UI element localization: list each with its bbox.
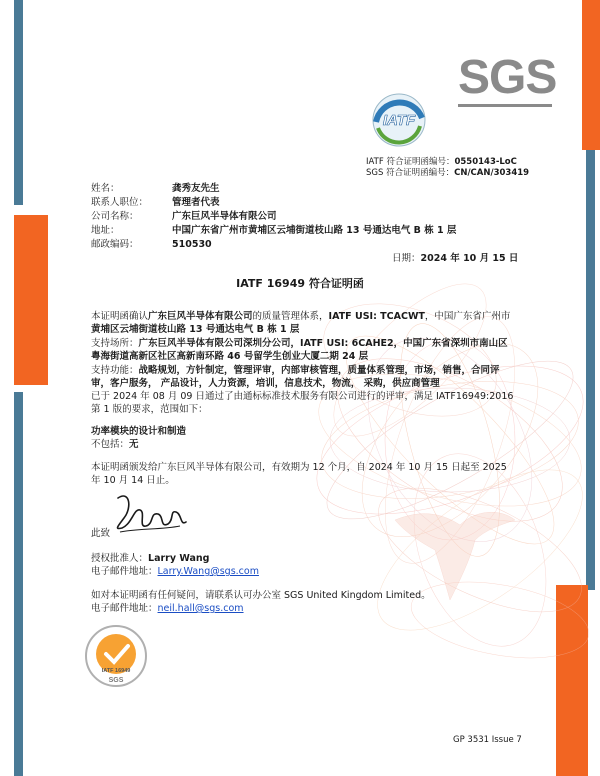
name-label: 姓名：	[91, 183, 120, 194]
paragraph-2-line-1: 支持场所：广东巨风半导体有限公司深圳分公司，IATF USI: 6CAHE2，中国广东省深圳市南山区	[91, 338, 508, 349]
paragraph-1-line-1: 本证明函确认广东巨风半导体有限公司的质量管理体系，IATF USI: TCACWT，中国广东省广州市	[91, 311, 511, 322]
exclusions: 不包括：无	[91, 439, 139, 450]
iatf-logo-text: IATF	[382, 112, 416, 129]
approver-email-link[interactable]: Larry.Wang@sgs.com	[157, 566, 259, 577]
paragraph-4-line-1: 已于 2024 年 08 月 09 日通过了由通标标准技术服务有限公司进行的评审，满足 IATF16949:2016	[91, 391, 514, 402]
paragraph-1-line-2: 黄埔区云埔街道枝山路 13 号通达电气 B 栋 1 层	[91, 324, 300, 335]
sgs-logo: SGS	[458, 51, 557, 104]
paragraph-3-line-1: 支持功能：战略规划，方针制定，管理评审，内部审核管理，质量体系管理，市场，销售，合同评	[91, 365, 500, 376]
validity-line-1: 本证明函颁发给广东巨风半导体有限公司，有效期为 12 个月，自 2024 年 10 月 15 日起至 2025	[91, 462, 507, 473]
iatf-certification-badge-icon	[84, 624, 148, 688]
title-value: 管理者代表	[172, 197, 220, 208]
badge-sgs-text: SGS	[108, 677, 124, 684]
contact-email-link[interactable]: neil.hall@sgs.com	[157, 603, 244, 614]
signature	[110, 488, 190, 538]
left-steel-bar	[14, 0, 23, 205]
title-label: 联系人职位：	[91, 197, 149, 208]
sgs-cert-number-value: CN/CAN/303419	[454, 168, 530, 178]
document-number: GP 3531 Issue 7	[453, 735, 522, 745]
company-value: 广东巨风半导体有限公司	[172, 211, 277, 222]
issue-date-label: 日期：	[392, 253, 421, 264]
badge-standard-text: IATF 16949	[101, 668, 131, 674]
paragraph-2-line-2: 粤海街道高新区社区高新南环路 46 号留学生创业大厦二期 24 层	[91, 351, 369, 362]
left-orange-bar	[14, 215, 48, 385]
postcode-value: 510530	[172, 239, 212, 250]
name-value: 龚秀友先生	[172, 183, 220, 194]
paragraph-3-line-2: 审，客户服务， 产品设计，人力资源，培训，信息技术，物流， 采购，供应商管理	[91, 378, 440, 389]
approver: 授权批准人：Larry Wang	[91, 553, 210, 564]
validity-line-2: 年 10 月 14 日止。	[91, 475, 175, 486]
closing: 此致	[91, 528, 111, 539]
approver-email: 电子邮件地址：Larry.Wang@sgs.com	[91, 566, 259, 577]
sgs-logo-underline	[458, 104, 552, 107]
iatf-cert-number-label: IATF 符合证明函编号：	[366, 157, 455, 167]
scope: 功率模块的设计和制造	[91, 426, 187, 437]
iatf-logo-icon	[368, 92, 430, 148]
issue-date	[392, 252, 518, 265]
iatf-cert-number-value: 0550143-LoC	[454, 157, 517, 167]
document-title: IATF 16949 符合证明函	[236, 277, 364, 290]
issue-date-value: 2024 年 10 月 15 日	[420, 253, 519, 264]
sgs-cert-number-label: SGS 符合证明函编号：	[366, 168, 455, 178]
address-label: 地址：	[91, 225, 120, 236]
company-label: 公司名称：	[91, 211, 139, 222]
postcode-label: 邮政编码：	[91, 239, 139, 250]
contact-question: 如对本证明函有任何疑问，请联系认可办公室 SGS United Kingdom Limited。	[91, 590, 431, 601]
left-steel-bar-lower	[14, 392, 23, 776]
sgs-cert-number	[366, 166, 529, 178]
contact-email: 电子邮件地址：neil.hall@sgs.com	[91, 603, 244, 614]
paragraph-4-line-2: 第 1 版的要求，范围如下：	[91, 404, 208, 415]
address-value: 中国广东省广州市黄埔区云埔街道枝山路 13 号通达电气 B 栋 1 层	[172, 225, 457, 236]
right-orange-bar-top	[582, 0, 600, 150]
